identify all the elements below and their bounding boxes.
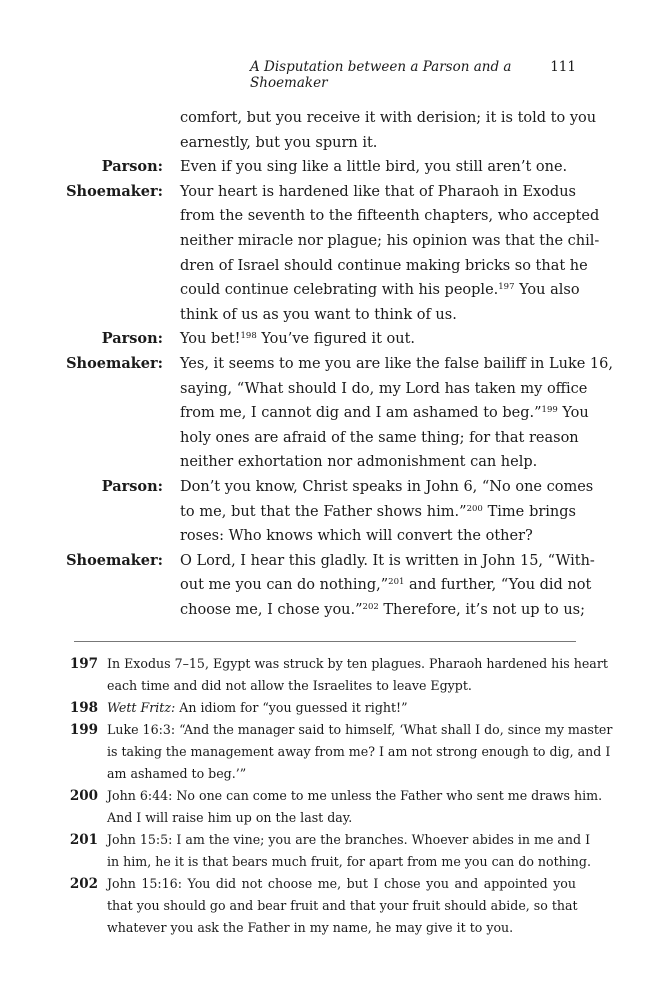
footnote-text: Luke 16:3: “And the manager said to himself, ‘What shall I do, since my master is taking the management away from me? I am not strong enough to dig, and I am ashamed to beg.’” xyxy=(107,722,613,781)
footnote-ref: 202 xyxy=(362,601,379,612)
footnote-ref: 198 xyxy=(240,331,257,342)
footnote-number: 197 xyxy=(69,656,98,672)
running-title: A Disputation between a Parson and a Shoemaker xyxy=(250,59,512,91)
dialogue-turn xyxy=(0,180,650,328)
footnote xyxy=(0,829,650,873)
speech-text: Don’t you know, Christ speaks in John 6, “No one comes to me, but that the Father shows him.”$^{200}$ Time brings roses: Who knows which will convert the other? xyxy=(180,478,594,545)
footnote-ref: 201 xyxy=(388,577,405,588)
footnote-number: 199 xyxy=(69,722,98,738)
footnote-text: John 15:16: You did not choose me, but I chose you and appointed you that you should go and bear fruit and that your fruit should abide, so that whatever you ask the Father in my name, he may give it to you. xyxy=(107,876,578,935)
speech-text: comfort, but you receive it with derision; it is told to you earnestly, but you spurn it. xyxy=(180,110,597,151)
page-number: 111 xyxy=(550,59,576,75)
speaker-label: Parson: xyxy=(101,477,163,495)
speech-text: O Lord, I hear this gladly. It is written in John 15, “With- out me you can do nothing,”$^{201}$ and further, “You did not choose me, I chose you.”$^{202}$ Therefore, it’s not up to us; xyxy=(180,552,595,618)
dialogue-turn xyxy=(0,475,650,549)
footnote xyxy=(0,873,650,939)
dialogue-turn xyxy=(0,352,650,475)
speech-text: Yes, it seems to me you are like the false bailiff in Luke 16, saying, “What should I do, my Lord has taken my office from me, I cannot dig and I am ashamed to beg.”$^{199}$ You holy ones are afraid of the same thing; for that reason neither exhortation nor admonishment can help. xyxy=(180,355,613,471)
dialogue-turn xyxy=(0,327,650,352)
dialogue-turn xyxy=(0,155,650,180)
speech-text: Even if you sing like a little bird, you still aren’t one. xyxy=(180,159,568,176)
footnote-number: 201 xyxy=(69,832,98,848)
footnote xyxy=(0,719,650,785)
footnote xyxy=(0,653,650,697)
speaker-label: Parson: xyxy=(101,158,163,176)
footnotes xyxy=(0,653,650,939)
footnote-number: 202 xyxy=(69,876,98,892)
speaker-label xyxy=(0,106,163,155)
running-head xyxy=(250,59,576,91)
footnote xyxy=(0,785,650,829)
footnote-ref: 200 xyxy=(466,503,483,514)
footnote-text: In Exodus 7–15, Egypt was struck by ten plagues. Pharaoh hardened his heart each time and did not allow the Israelites to leave Egypt. xyxy=(107,656,608,693)
footnote-text: Wett Fritz: An idiom for “you guessed it right!” xyxy=(107,700,408,715)
speaker-label: Parson: xyxy=(101,330,163,348)
speech-text: You bet!$^{198}$ You’ve figured it out. xyxy=(180,331,416,348)
footnote-ref: 199 xyxy=(541,405,558,416)
footnote-text: John 15:5: I am the vine; you are the branches. Whoever abides in me and I in him, he it is that bears much fruit, for apart from me you can do nothing. xyxy=(107,832,591,869)
dialogue xyxy=(0,106,650,622)
speaker-label: Shoemaker: xyxy=(66,551,163,569)
speaker-label: Shoemaker: xyxy=(66,354,163,372)
footnote xyxy=(0,697,650,719)
footnote-text: John 6:44: No one can come to me unless the Father who sent me draws him. And I will raise him up on the last day. xyxy=(107,788,603,825)
footnote-number: 200 xyxy=(69,788,98,804)
footnote-ref: 197 xyxy=(498,282,515,293)
footnote-number: 198 xyxy=(69,700,98,716)
dialogue-turn xyxy=(0,106,650,155)
dialogue-turn xyxy=(0,549,650,623)
speaker-label: Shoemaker: xyxy=(66,182,163,200)
speech-text: Your heart is hardened like that of Pharaoh in Exodus from the seventh to the fifteenth chapters, who accepted neither miracle nor plague; his opinion was that the chil- dren of Israel should continue making bricks so that he could continue celebrating with his people.$^{197}$ You also think of us as you want to think of us. xyxy=(180,183,600,323)
footnote-divider xyxy=(74,641,576,642)
